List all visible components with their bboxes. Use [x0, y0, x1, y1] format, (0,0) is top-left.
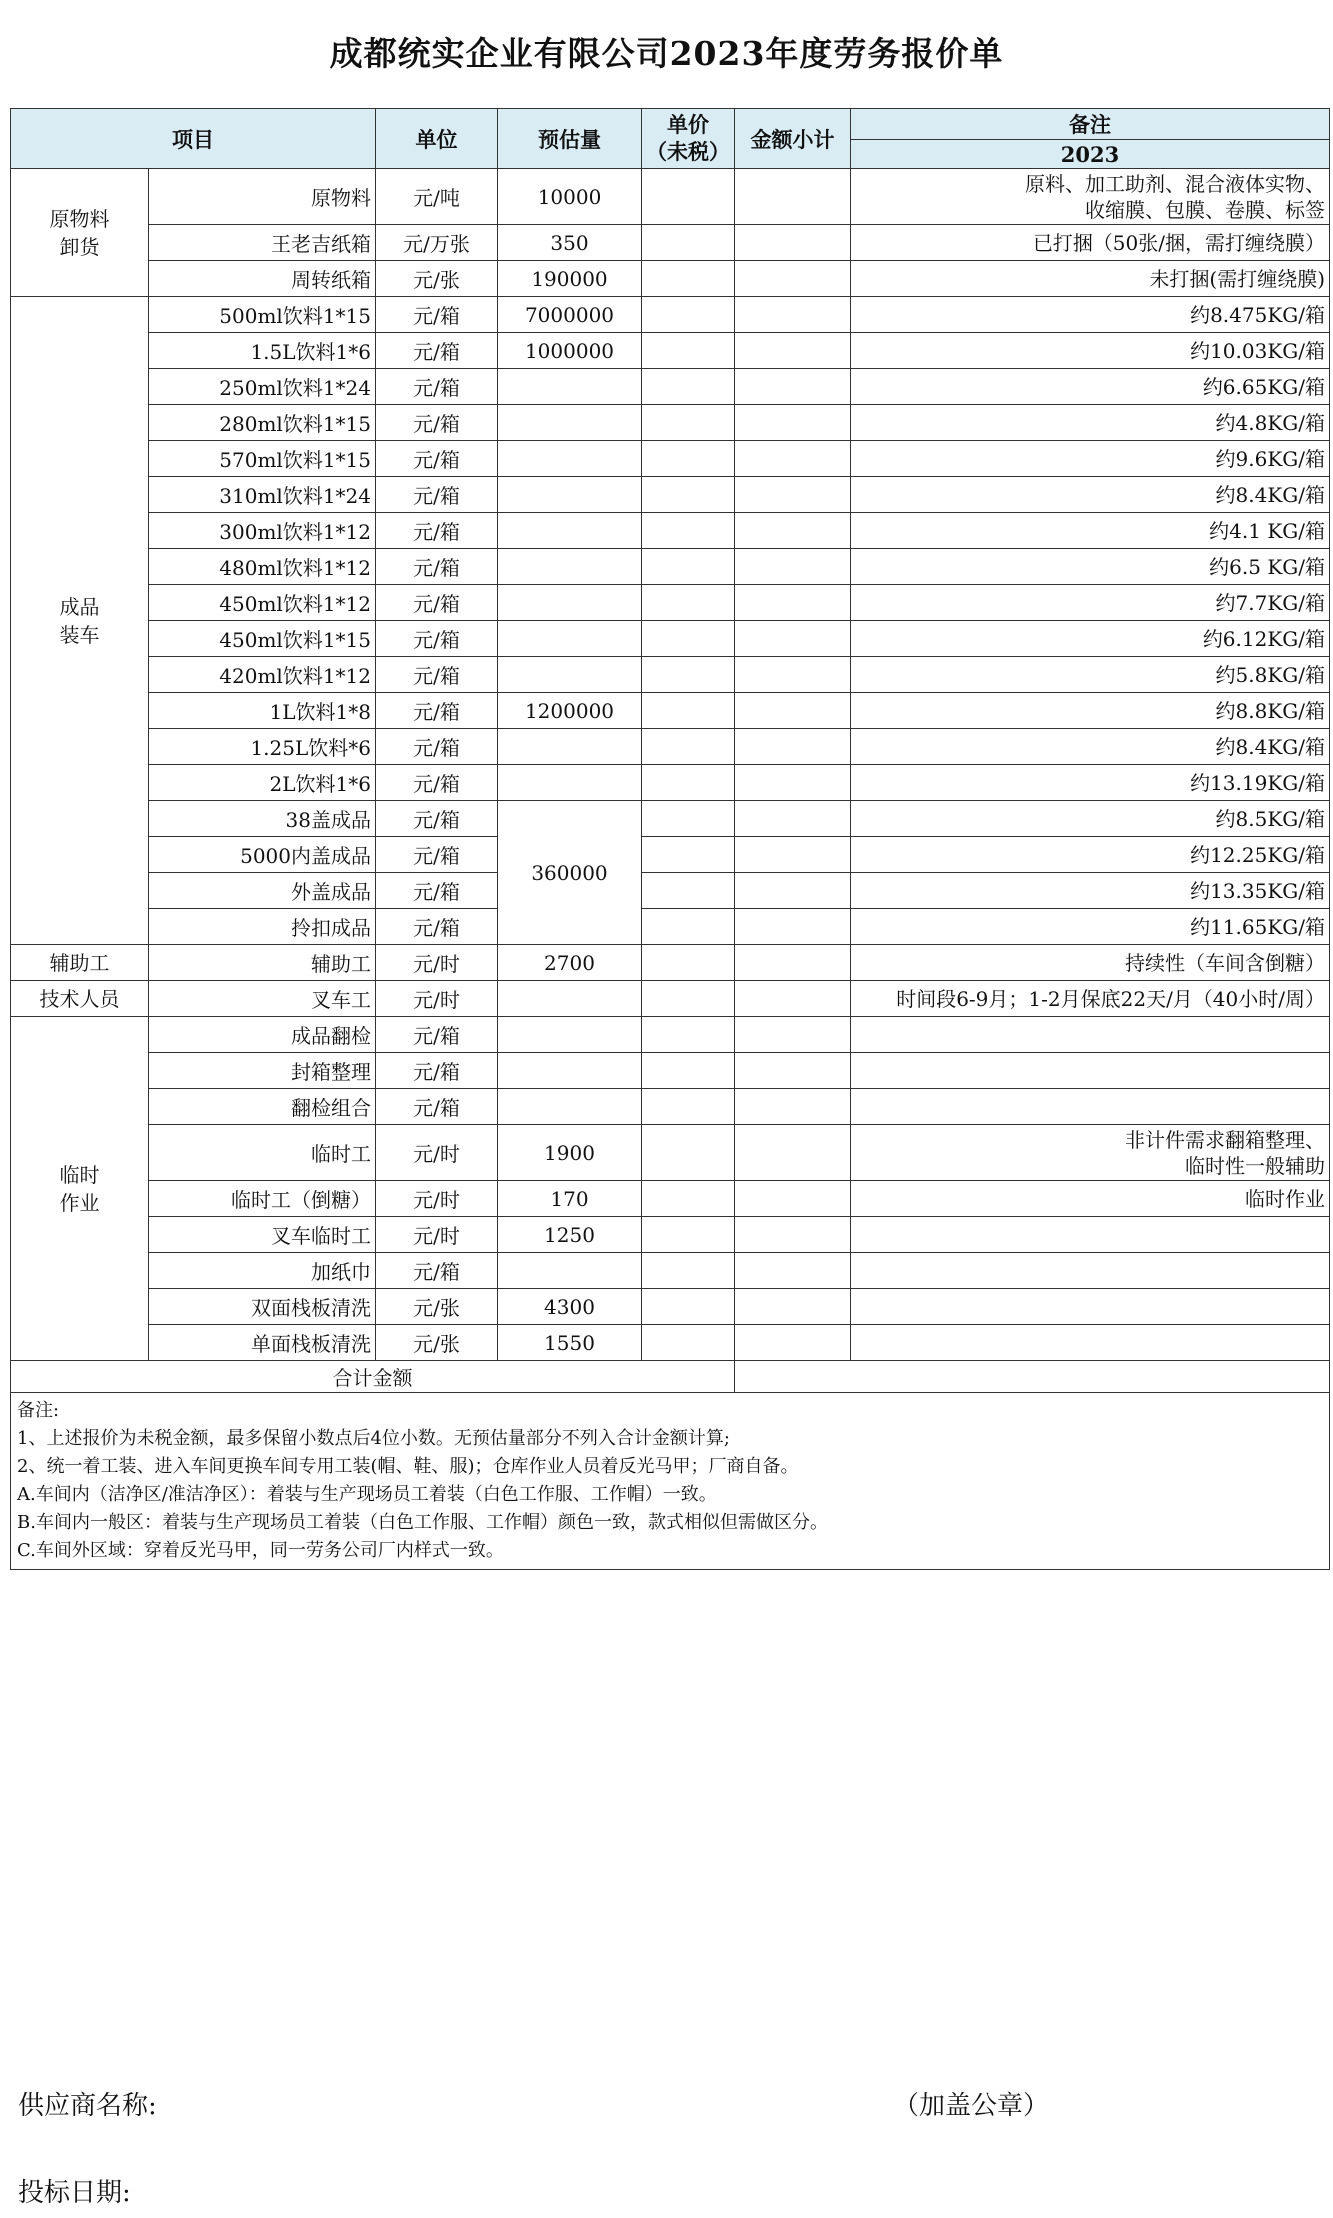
- remark-cell: 原料、加工助剂、混合液体实物、 收缩膜、包膜、卷膜、标签: [851, 169, 1330, 225]
- item-name-cell: 拎扣成品: [149, 909, 376, 945]
- unit-cell: 元/箱: [376, 657, 498, 693]
- table-row: [11, 477, 1330, 513]
- header-price-line2: （未税）: [646, 138, 730, 164]
- table-row: [11, 297, 1330, 333]
- unit-cell: 元/箱: [376, 297, 498, 333]
- note-line: 2、统一着工装、进入车间更换车间专用工装(帽、鞋、服)；仓库作业人员着反光马甲；厂商自备。: [17, 1456, 799, 1477]
- table-row: [11, 621, 1330, 657]
- header-remark-year: 2023: [851, 140, 1330, 169]
- item-name-cell: 外盖成品: [149, 873, 376, 909]
- subtotal-cell: [735, 657, 851, 693]
- unit-price-cell[interactable]: [642, 657, 735, 693]
- remark-cell: 未打捆(需打缠绕膜): [851, 261, 1330, 297]
- remark-cell: [851, 1325, 1330, 1361]
- unit-cell: 元/时: [376, 1181, 498, 1217]
- table-body: [11, 169, 1330, 1570]
- unit-cell: 元/箱: [376, 801, 498, 837]
- subtotal-cell: [735, 1289, 851, 1325]
- remark-cell: 约4.1 KG/箱: [851, 513, 1330, 549]
- table-row: [11, 441, 1330, 477]
- header-unit: 单位: [376, 109, 498, 169]
- estimate-cell: [498, 585, 642, 621]
- estimate-cell: [498, 765, 642, 801]
- estimate-cell: 1200000: [498, 693, 642, 729]
- unit-cell: 元/箱: [376, 1053, 498, 1089]
- notes-cell: [11, 1393, 1330, 1570]
- table-row: [11, 1217, 1330, 1253]
- unit-price-cell[interactable]: [642, 981, 735, 1017]
- unit-cell: 元/箱: [376, 333, 498, 369]
- unit-cell: 元/箱: [376, 837, 498, 873]
- subtotal-cell: [735, 513, 851, 549]
- unit-cell: 元/张: [376, 261, 498, 297]
- table-row: [11, 1181, 1330, 1217]
- unit-cell: 元/张: [376, 1325, 498, 1361]
- document-title: 成都统实企业有限公司2023年度劳务报价单: [329, 34, 1004, 73]
- remark-cell: 约8.4KG/箱: [851, 729, 1330, 765]
- table-row: [11, 1289, 1330, 1325]
- remark-cell: [851, 1253, 1330, 1289]
- subtotal-cell: [735, 549, 851, 585]
- header-estimate: 预估量: [498, 109, 642, 169]
- table-row: [11, 729, 1330, 765]
- estimate-cell: [498, 1017, 642, 1053]
- unit-price-cell[interactable]: [642, 1289, 735, 1325]
- remark-cell: 约6.65KG/箱: [851, 369, 1330, 405]
- unit-price-cell[interactable]: [642, 261, 735, 297]
- table-row: [11, 1089, 1330, 1125]
- table-row: [11, 1017, 1330, 1053]
- estimate-cell: 10000: [498, 169, 642, 225]
- table-row: [11, 169, 1330, 225]
- subtotal-cell: [735, 333, 851, 369]
- estimate-cell: [498, 1053, 642, 1089]
- quote-table: [10, 108, 1330, 1570]
- table-row: [11, 1325, 1330, 1361]
- item-name-cell: 周转纸箱: [149, 261, 376, 297]
- table-row: [11, 1053, 1330, 1089]
- unit-price-cell[interactable]: [642, 477, 735, 513]
- remark-cell: [851, 1089, 1330, 1125]
- unit-price-cell[interactable]: [642, 549, 735, 585]
- note-line: B.车间内一般区：着装与生产现场员工着装（白色工作服、工作帽）颜色一致，款式相似但需做区分。: [17, 1512, 828, 1533]
- remark-cell: 已打捆（50张/捆，需打缠绕膜）: [851, 225, 1330, 261]
- unit-price-cell[interactable]: [642, 369, 735, 405]
- subtotal-cell: [735, 297, 851, 333]
- unit-price-cell[interactable]: [642, 1325, 735, 1361]
- item-name-cell: 280ml饮料1*15: [149, 405, 376, 441]
- unit-cell: 元/箱: [376, 1089, 498, 1125]
- unit-cell: 元/箱: [376, 909, 498, 945]
- unit-price-cell[interactable]: [642, 225, 735, 261]
- unit-cell: 元/箱: [376, 1253, 498, 1289]
- subtotal-cell: [735, 981, 851, 1017]
- unit-cell: 元/箱: [376, 513, 498, 549]
- table-row: [11, 693, 1330, 729]
- item-name-cell: 双面栈板清洗: [149, 1289, 376, 1325]
- subtotal-cell: [735, 1017, 851, 1053]
- unit-cell: 元/箱: [376, 765, 498, 801]
- unit-cell: 元/吨: [376, 169, 498, 225]
- category-cell: 成品 装车: [11, 297, 149, 945]
- estimate-cell: 7000000: [498, 297, 642, 333]
- table-row: [11, 981, 1330, 1017]
- table-row: [11, 369, 1330, 405]
- table-row: [11, 945, 1330, 981]
- unit-price-cell[interactable]: [642, 1181, 735, 1217]
- table-row: [11, 909, 1330, 945]
- subtotal-cell: [735, 801, 851, 837]
- remark-cell: [851, 1017, 1330, 1053]
- remark-cell: 约6.12KG/箱: [851, 621, 1330, 657]
- remark-cell: 约12.25KG/箱: [851, 837, 1330, 873]
- table-row: [11, 333, 1330, 369]
- remark-cell: 约5.8KG/箱: [851, 657, 1330, 693]
- category-cell: 原物料 卸货: [11, 169, 149, 297]
- estimate-cell: 2700: [498, 945, 642, 981]
- item-name-cell: 2L饮料1*6: [149, 765, 376, 801]
- item-name-cell: 单面栈板清洗: [149, 1325, 376, 1361]
- estimate-cell: 1250: [498, 1217, 642, 1253]
- subtotal-cell: [735, 225, 851, 261]
- unit-cell: 元/时: [376, 1217, 498, 1253]
- remark-cell: 约9.6KG/箱: [851, 441, 1330, 477]
- unit-cell: 元/箱: [376, 1017, 498, 1053]
- estimate-cell: 1000000: [498, 333, 642, 369]
- subtotal-cell: [735, 1089, 851, 1125]
- item-name-cell: 310ml饮料1*24: [149, 477, 376, 513]
- remark-cell: 时间段6-9月；1-2月保底22天/月（40小时/周）: [851, 981, 1330, 1017]
- unit-cell: 元/时: [376, 945, 498, 981]
- seal-label: （加盖公章）: [893, 2091, 1050, 2121]
- estimate-cell: [498, 513, 642, 549]
- unit-price-cell[interactable]: [642, 405, 735, 441]
- remark-cell: 约13.19KG/箱: [851, 765, 1330, 801]
- subtotal-cell: [735, 405, 851, 441]
- remark-cell: 约10.03KG/箱: [851, 333, 1330, 369]
- estimate-cell: 360000: [498, 801, 642, 945]
- remark-cell: 持续性（车间含倒糖）: [851, 945, 1330, 981]
- estimate-cell: [498, 477, 642, 513]
- table-row: [11, 585, 1330, 621]
- unit-price-cell[interactable]: [642, 1017, 735, 1053]
- item-name-cell: 叉车临时工: [149, 1217, 376, 1253]
- header-item: 项目: [11, 109, 376, 169]
- category-cell: 临时 作业: [11, 1017, 149, 1361]
- item-name-cell: 原物料: [149, 169, 376, 225]
- item-name-cell: 临时工: [149, 1125, 376, 1181]
- item-name-cell: 300ml饮料1*12: [149, 513, 376, 549]
- remark-cell: 约8.8KG/箱: [851, 693, 1330, 729]
- item-name-cell: 1.25L饮料*6: [149, 729, 376, 765]
- subtotal-cell: [735, 873, 851, 909]
- unit-price-cell[interactable]: [642, 1217, 735, 1253]
- estimate-cell: [498, 657, 642, 693]
- unit-price-cell[interactable]: [642, 1089, 735, 1125]
- item-name-cell: 临时工（倒糖）: [149, 1181, 376, 1217]
- unit-cell: 元/箱: [376, 693, 498, 729]
- subtotal-cell: [735, 1253, 851, 1289]
- unit-price-cell[interactable]: [642, 169, 735, 225]
- subtotal-cell: [735, 693, 851, 729]
- header-unit-price: [642, 109, 735, 169]
- table-row: [11, 873, 1330, 909]
- supplier-name-label: 供应商名称:: [18, 2091, 157, 2121]
- item-name-cell: 480ml饮料1*12: [149, 549, 376, 585]
- unit-price-cell[interactable]: [642, 297, 735, 333]
- subtotal-cell: [735, 477, 851, 513]
- unit-cell: 元/箱: [376, 405, 498, 441]
- item-name-cell: 500ml饮料1*15: [149, 297, 376, 333]
- item-name-cell: 570ml饮料1*15: [149, 441, 376, 477]
- unit-cell: 元/箱: [376, 477, 498, 513]
- header-price-line1: 单价: [667, 112, 709, 138]
- unit-price-cell[interactable]: [642, 693, 735, 729]
- unit-price-cell[interactable]: [642, 729, 735, 765]
- unit-price-cell[interactable]: [642, 945, 735, 981]
- estimate-cell: [498, 549, 642, 585]
- note-line: A.车间内（洁净区/准洁净区）：着装与生产现场员工着装（白色工作服、工作帽）一致。: [17, 1484, 717, 1505]
- estimate-cell: [498, 729, 642, 765]
- estimate-cell: 170: [498, 1181, 642, 1217]
- table-row: [11, 1253, 1330, 1289]
- item-name-cell: 450ml饮料1*12: [149, 585, 376, 621]
- remark-cell: 约6.5 KG/箱: [851, 549, 1330, 585]
- item-name-cell: 250ml饮料1*24: [149, 369, 376, 405]
- estimate-cell: [498, 1089, 642, 1125]
- note-line: 1、上述报价为未税金额，最多保留小数点后4位小数。无预估量部分不列入合计金额计算;: [17, 1428, 730, 1449]
- estimate-cell: 1550: [498, 1325, 642, 1361]
- bid-date-label: 投标日期:: [18, 2178, 131, 2208]
- unit-cell: 元/张: [376, 1289, 498, 1325]
- total-amount-cell: [735, 1361, 1330, 1393]
- unit-cell: 元/箱: [376, 585, 498, 621]
- unit-price-cell[interactable]: [642, 909, 735, 945]
- estimate-cell: 1900: [498, 1125, 642, 1181]
- subtotal-cell: [735, 621, 851, 657]
- unit-price-cell[interactable]: [642, 837, 735, 873]
- unit-price-cell[interactable]: [642, 441, 735, 477]
- notes-row: [11, 1393, 1330, 1570]
- unit-price-cell[interactable]: [642, 873, 735, 909]
- item-name-cell: 封箱整理: [149, 1053, 376, 1089]
- remark-cell: [851, 1053, 1330, 1089]
- item-name-cell: 1.5L饮料1*6: [149, 333, 376, 369]
- estimate-cell: [498, 369, 642, 405]
- estimate-cell: [498, 405, 642, 441]
- unit-price-cell[interactable]: [642, 1253, 735, 1289]
- estimate-cell: 350: [498, 225, 642, 261]
- unit-price-cell[interactable]: [642, 1053, 735, 1089]
- estimate-cell: 190000: [498, 261, 642, 297]
- item-name-cell: 450ml饮料1*15: [149, 621, 376, 657]
- total-label: 合计金额: [11, 1361, 735, 1393]
- unit-cell: 元/箱: [376, 621, 498, 657]
- table-row: [11, 405, 1330, 441]
- subtotal-cell: [735, 169, 851, 225]
- unit-cell: 元/箱: [376, 549, 498, 585]
- remark-cell: 约7.7KG/箱: [851, 585, 1330, 621]
- subtotal-cell: [735, 585, 851, 621]
- table-row: [11, 225, 1330, 261]
- total-row: [11, 1361, 1330, 1393]
- remark-cell: 约11.65KG/箱: [851, 909, 1330, 945]
- item-name-cell: 38盖成品: [149, 801, 376, 837]
- estimate-cell: [498, 981, 642, 1017]
- remark-cell: 约13.35KG/箱: [851, 873, 1330, 909]
- table-row: [11, 801, 1330, 837]
- subtotal-cell: [735, 729, 851, 765]
- category-cell: 辅助工: [11, 945, 149, 981]
- subtotal-cell: [735, 945, 851, 981]
- unit-price-cell[interactable]: [642, 621, 735, 657]
- subtotal-cell: [735, 261, 851, 297]
- estimate-cell: [498, 621, 642, 657]
- subtotal-cell: [735, 369, 851, 405]
- header-subtotal: 金额小计: [735, 109, 851, 169]
- unit-price-cell[interactable]: [642, 333, 735, 369]
- remark-cell: 临时作业: [851, 1181, 1330, 1217]
- subtotal-cell: [735, 441, 851, 477]
- subtotal-cell: [735, 765, 851, 801]
- item-name-cell: 5000内盖成品: [149, 837, 376, 873]
- note-line: 备注:: [17, 1400, 60, 1421]
- subtotal-cell: [735, 909, 851, 945]
- note-line: C.车间外区域：穿着反光马甲，同一劳务公司厂内样式一致。: [17, 1540, 504, 1561]
- table-row: [11, 261, 1330, 297]
- unit-price-cell[interactable]: [642, 1125, 735, 1181]
- table-row: [11, 765, 1330, 801]
- table-row: [11, 837, 1330, 873]
- estimate-cell: [498, 441, 642, 477]
- unit-cell: 元/时: [376, 981, 498, 1017]
- subtotal-cell: [735, 1053, 851, 1089]
- remark-cell: 约8.4KG/箱: [851, 477, 1330, 513]
- remark-cell: 约8.475KG/箱: [851, 297, 1330, 333]
- unit-cell: 元/箱: [376, 441, 498, 477]
- unit-price-cell[interactable]: [642, 585, 735, 621]
- subtotal-cell: [735, 837, 851, 873]
- subtotal-cell: [735, 1217, 851, 1253]
- unit-cell: 元/箱: [376, 873, 498, 909]
- table-row: [11, 513, 1330, 549]
- unit-price-cell[interactable]: [642, 801, 735, 837]
- item-name-cell: 辅助工: [149, 945, 376, 981]
- remark-cell: [851, 1217, 1330, 1253]
- item-name-cell: 翻检组合: [149, 1089, 376, 1125]
- item-name-cell: 成品翻检: [149, 1017, 376, 1053]
- estimate-cell: 4300: [498, 1289, 642, 1325]
- item-name-cell: 叉车工: [149, 981, 376, 1017]
- table-row: [11, 549, 1330, 585]
- unit-cell: 元/时: [376, 1125, 498, 1181]
- unit-price-cell[interactable]: [642, 765, 735, 801]
- unit-cell: 元/箱: [376, 369, 498, 405]
- subtotal-cell: [735, 1181, 851, 1217]
- item-name-cell: 420ml饮料1*12: [149, 657, 376, 693]
- item-name-cell: 王老吉纸箱: [149, 225, 376, 261]
- remark-cell: 约8.5KG/箱: [851, 801, 1330, 837]
- remark-cell: [851, 1289, 1330, 1325]
- table-row: [11, 1125, 1330, 1181]
- unit-cell: 元/箱: [376, 729, 498, 765]
- table-row: [11, 657, 1330, 693]
- category-cell: 技术人员: [11, 981, 149, 1017]
- subtotal-cell: [735, 1125, 851, 1181]
- remark-cell: 非计件需求翻箱整理、 临时性一般辅助: [851, 1125, 1330, 1181]
- estimate-cell: [498, 1253, 642, 1289]
- subtotal-cell: [735, 1325, 851, 1361]
- item-name-cell: 加纸巾: [149, 1253, 376, 1289]
- unit-cell: 元/万张: [376, 225, 498, 261]
- item-name-cell: 1L饮料1*8: [149, 693, 376, 729]
- header-remark: 备注: [851, 109, 1330, 140]
- unit-price-cell[interactable]: [642, 513, 735, 549]
- remark-cell: 约4.8KG/箱: [851, 405, 1330, 441]
